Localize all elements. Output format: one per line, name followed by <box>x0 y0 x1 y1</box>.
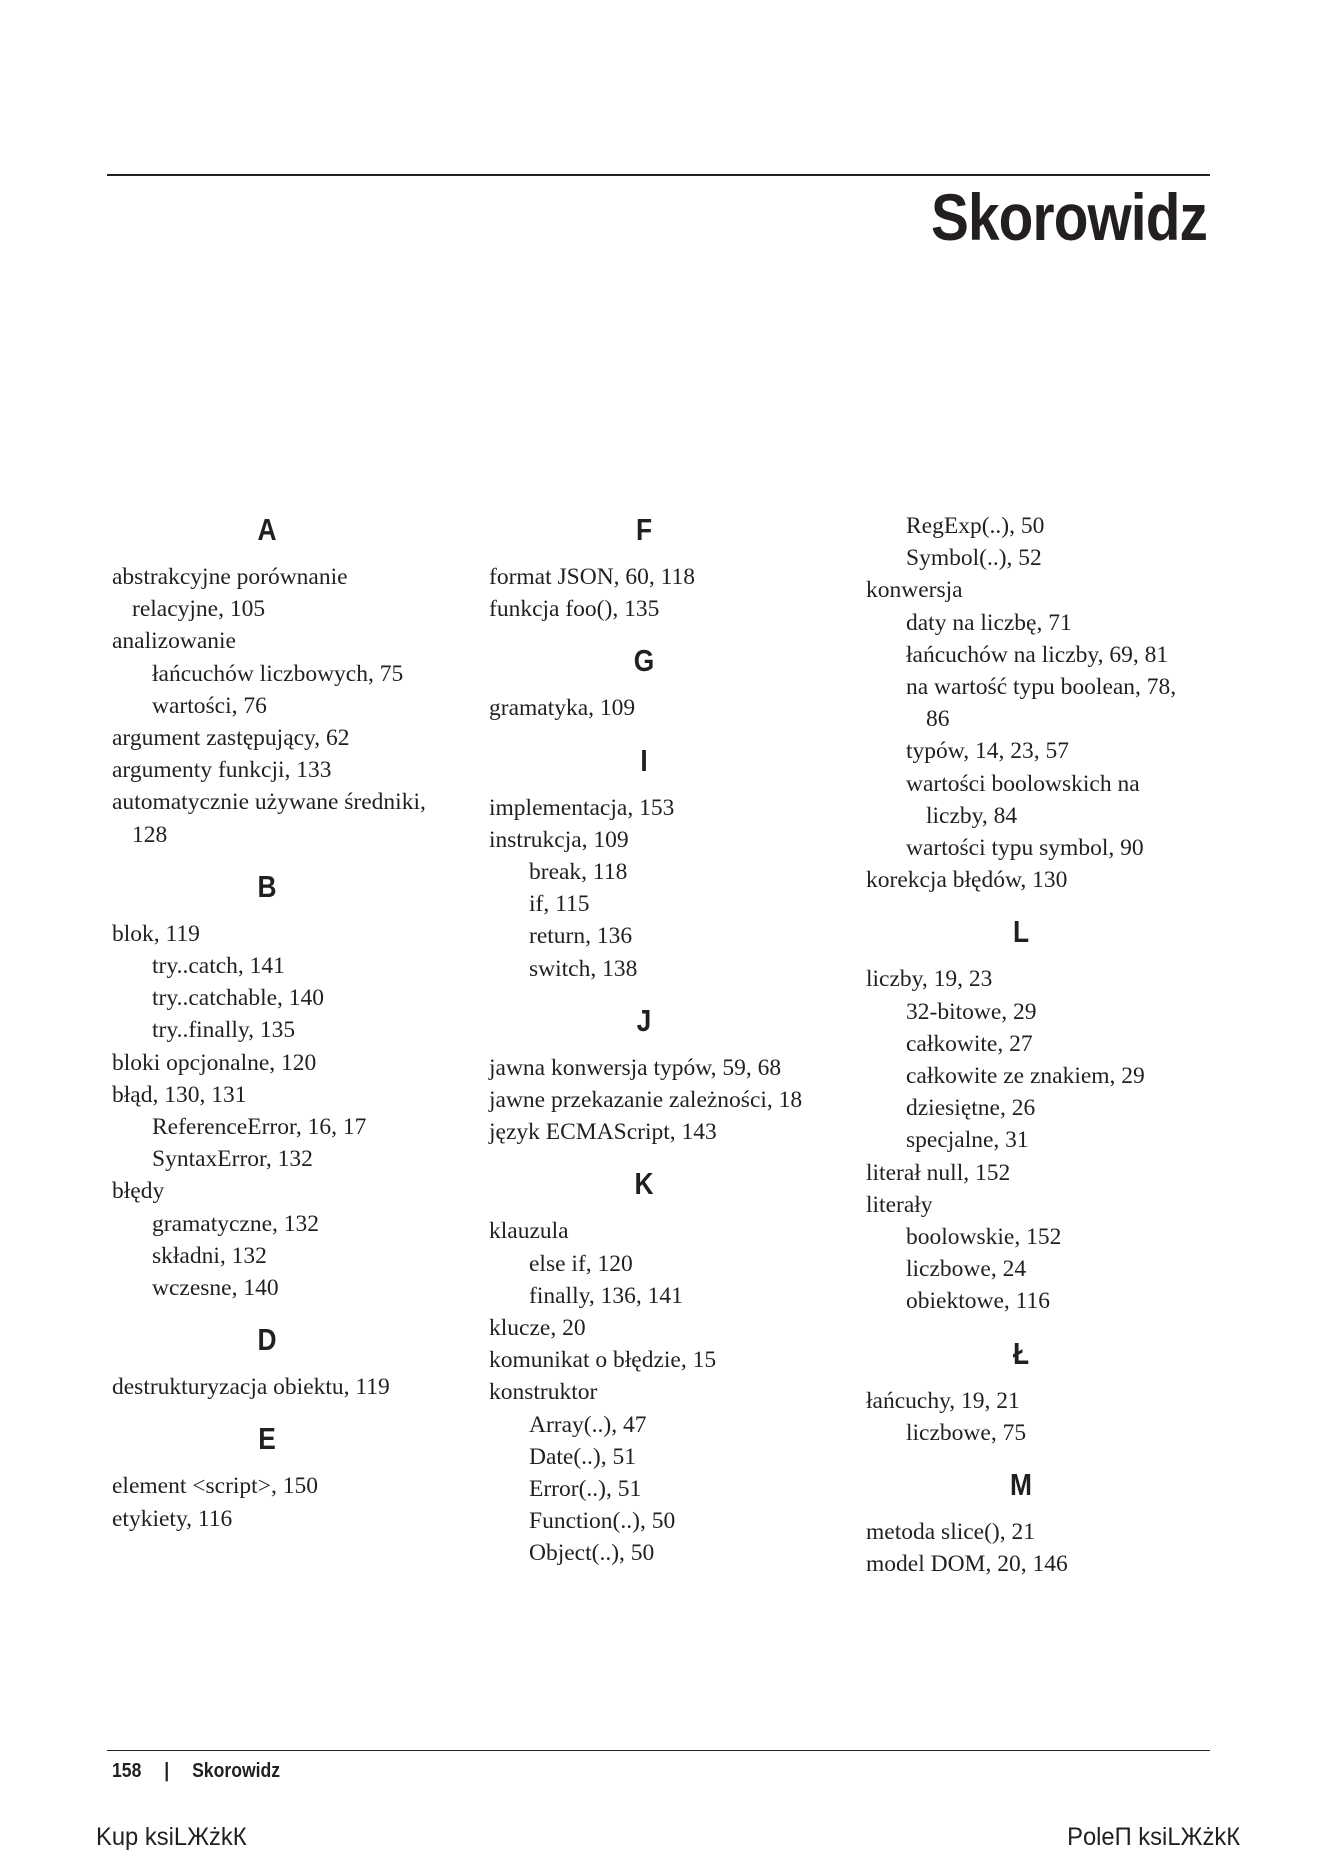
index-entry: klauzula <box>489 1218 569 1245</box>
index-section <box>112 867 472 1304</box>
index-subentry: switch, 138 <box>529 955 638 982</box>
page-footer <box>112 1756 280 1786</box>
index-section <box>112 1419 472 1534</box>
index-entry: metoda slice(), 21 <box>866 1519 1036 1546</box>
index-column-3 <box>866 510 1226 1596</box>
index-subentry: Symbol(..), 52 <box>906 545 1042 572</box>
index-subentry: specjalne, 31 <box>906 1127 1029 1154</box>
entry-list <box>489 692 849 724</box>
index-entry: bloki opcjonalne, 120 <box>112 1049 317 1076</box>
index-subentry: Date(..), 51 <box>529 1443 637 1470</box>
footer-separator: | <box>164 1760 170 1782</box>
index-entry: argumenty funkcji, 133 <box>112 757 332 784</box>
index-subentry: 86 <box>926 706 950 733</box>
index-entry: element <script>, 150 <box>112 1473 318 1500</box>
entry-list <box>112 918 472 1304</box>
index-subentry: liczbowe, 24 <box>906 1256 1027 1283</box>
index-entry: destrukturyzacja obiektu, 119 <box>112 1374 390 1401</box>
index-subentry: gramatyczne, 132 <box>152 1210 320 1237</box>
index-subentry: try..finally, 135 <box>152 1017 296 1044</box>
section-letter: E <box>258 1421 276 1457</box>
index-subentry: łańcuchów na liczby, 69, 81 <box>906 641 1169 668</box>
index-entry: łańcuchy, 19, 21 <box>866 1387 1020 1414</box>
index-entry: automatycznie używane średniki, <box>112 789 426 816</box>
index-entry: błędy <box>112 1178 165 1205</box>
section-letter: K <box>634 1166 654 1202</box>
index-subentry: wartości, 76 <box>152 692 267 719</box>
index-entry: konwersja <box>866 577 963 604</box>
index-entry: abstrakcyjne porównanie <box>112 564 348 590</box>
index-subentry: break, 118 <box>529 859 628 886</box>
index-subentry: RegExp(..), 50 <box>906 513 1045 539</box>
entry-list <box>866 1516 1226 1580</box>
index-entry: jawne przekazanie zależności, 18 <box>489 1087 803 1114</box>
section-letter: L <box>1012 914 1030 950</box>
entry-list <box>112 1470 472 1534</box>
index-subentry: else if, 120 <box>529 1250 633 1277</box>
index-section <box>866 912 1226 1317</box>
index-subentry: Function(..), 50 <box>529 1508 676 1535</box>
index-entry: komunikat o błędzie, 15 <box>489 1347 717 1374</box>
index-section <box>866 1465 1226 1580</box>
section-letter: I <box>640 742 648 778</box>
index-entry: implementacja, 153 <box>489 794 675 821</box>
index-subentry: ReferenceError, 16, 17 <box>152 1114 367 1141</box>
index-entry: konstruktor <box>489 1379 598 1406</box>
index-subentry: całkowite ze znakiem, 29 <box>906 1063 1145 1090</box>
index-entry: instrukcja, 109 <box>489 826 629 853</box>
index-subentry: wartości typu symbol, 90 <box>906 835 1144 862</box>
index-entry: klucze, 20 <box>489 1315 586 1342</box>
entry-list <box>866 963 1226 1317</box>
index-entry: błąd, 130, 131 <box>112 1081 247 1108</box>
page-title: Skorowidz <box>930 180 1207 254</box>
entry-list <box>489 792 849 985</box>
index-subentry: na wartość typu boolean, 78, <box>906 674 1177 701</box>
index-section <box>866 510 1226 896</box>
index-subentry: dziesiętne, 26 <box>906 1095 1036 1122</box>
index-section <box>489 1164 849 1569</box>
index-entry: liczby, 19, 23 <box>866 966 993 993</box>
footer-title: Skorowidz <box>192 1760 281 1782</box>
index-subentry: return, 136 <box>529 923 633 950</box>
top-rule <box>107 174 1210 176</box>
index-subentry: łańcuchów liczbowych, 75 <box>152 660 404 687</box>
index-subentry: obiektowe, 116 <box>906 1288 1051 1315</box>
index-entry: analizowanie <box>112 628 236 655</box>
index-entry: format JSON, 60, 118 <box>489 564 696 590</box>
index-entry: relacyjne, 105 <box>132 596 266 623</box>
index-entry: argument zastępujący, 62 <box>112 725 350 752</box>
index-subentry: typów, 14, 23, 57 <box>906 738 1069 765</box>
index-entry: literały <box>866 1191 933 1218</box>
index-entry: język ECMAScript, 143 <box>489 1119 717 1146</box>
entry-list <box>489 1215 849 1569</box>
index-entry: jawna konwersja typów, 59, 68 <box>489 1054 782 1081</box>
index-section <box>489 641 849 724</box>
buy-book-link[interactable]: Kup ksiLЖżkК <box>96 1823 247 1851</box>
index-section <box>489 741 849 985</box>
section-letter: F <box>635 512 653 547</box>
index-entry: gramatyka, 109 <box>489 695 636 722</box>
index-entry: korekcja błędów, 130 <box>866 867 1068 894</box>
section-letter: M <box>1010 1467 1032 1503</box>
index-entry: literał null, 152 <box>866 1159 1011 1186</box>
index-subentry: 32-bitowe, 29 <box>906 998 1037 1025</box>
index-subentry: składni, 132 <box>152 1242 267 1269</box>
index-subentry: wartości boolowskich na <box>906 770 1140 797</box>
index-entry: etykiety, 116 <box>112 1505 233 1532</box>
section-letter: J <box>636 1002 652 1038</box>
index-section <box>112 1320 472 1403</box>
index-entry: blok, 119 <box>112 920 200 947</box>
entry-list <box>489 1052 849 1149</box>
index-subentry: liczby, 84 <box>926 802 1018 829</box>
index-section <box>866 1334 1226 1449</box>
section-letter: A <box>257 512 277 547</box>
index-subentry: daty na liczbę, 71 <box>906 609 1072 636</box>
index-subentry: boolowskie, 152 <box>906 1224 1062 1251</box>
index-subentry: if, 115 <box>529 891 590 918</box>
index-subentry: Array(..), 47 <box>529 1411 647 1438</box>
index-entry: 128 <box>132 821 168 848</box>
entry-list <box>112 1371 472 1403</box>
entry-list <box>866 1385 1226 1449</box>
entry-list <box>489 561 849 625</box>
recommend-book-link[interactable]: PoleП ksiLЖżkК <box>1067 1823 1240 1851</box>
section-letter: D <box>257 1322 277 1358</box>
index-section <box>112 510 472 851</box>
index-subentry: SyntaxError, 132 <box>152 1146 313 1173</box>
index-subentry: try..catchable, 140 <box>152 985 325 1012</box>
index-subentry: wczesne, 140 <box>152 1275 279 1302</box>
page-number: 158 <box>112 1760 142 1782</box>
index-entry: funkcja foo(), 135 <box>489 596 660 623</box>
section-letter: G <box>633 643 655 679</box>
index-subentry: liczbowe, 75 <box>906 1419 1027 1446</box>
index-section <box>489 1001 849 1149</box>
index-column-1 <box>112 510 472 1551</box>
index-subentry: Error(..), 51 <box>529 1476 642 1503</box>
section-letter: Ł <box>1012 1335 1030 1371</box>
entry-list <box>112 561 472 851</box>
index-column-2 <box>489 510 849 1586</box>
entry-list <box>866 510 1226 896</box>
index-section <box>489 510 849 625</box>
index-entry: model DOM, 20, 146 <box>866 1551 1068 1578</box>
section-letter: B <box>257 868 277 904</box>
footer-rule <box>107 1750 1210 1751</box>
index-subentry: Object(..), 50 <box>529 1540 655 1567</box>
index-subentry: finally, 136, 141 <box>529 1282 683 1309</box>
index-subentry: całkowite, 27 <box>906 1030 1033 1057</box>
index-subentry: try..catch, 141 <box>152 953 285 980</box>
